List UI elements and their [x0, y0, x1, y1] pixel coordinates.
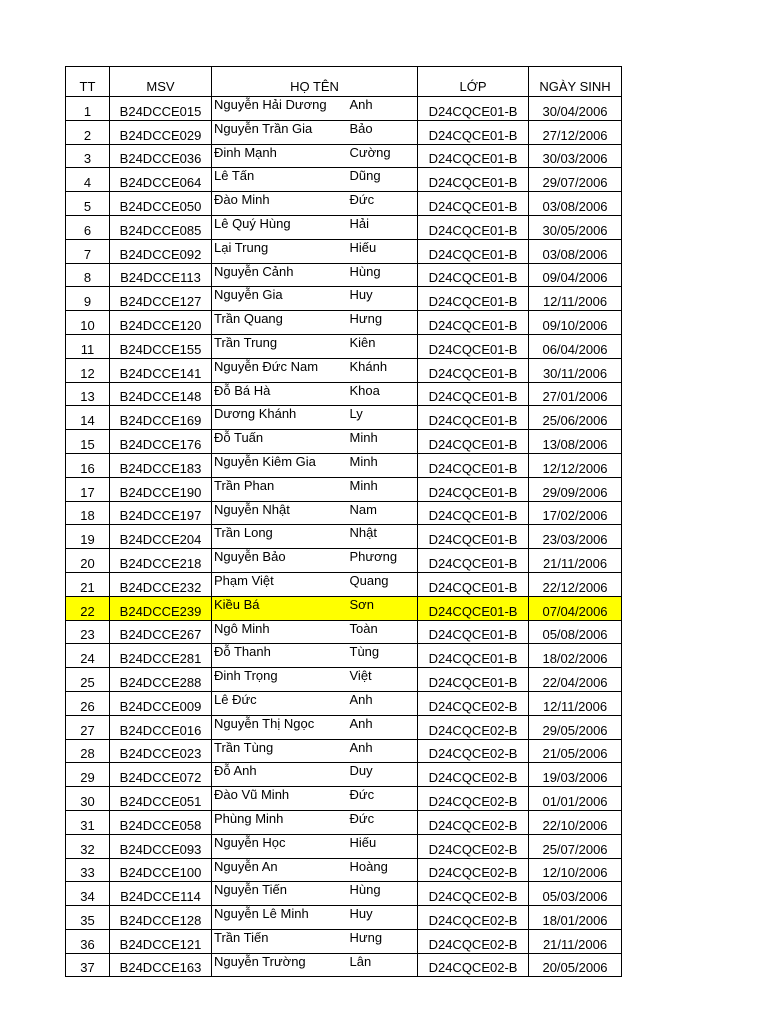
cell-lop: D24CQCE02-B: [418, 739, 529, 763]
cell-ten: Hoàng: [348, 858, 418, 882]
cell-tt: 28: [66, 739, 110, 763]
cell-lop: D24CQCE01-B: [418, 287, 529, 311]
cell-lop: D24CQCE02-B: [418, 715, 529, 739]
table-row: [66, 858, 622, 882]
cell-ngaysinh: 18/01/2006: [529, 906, 622, 930]
cell-msv: B24DCCE121: [110, 929, 212, 953]
header-tt: TT: [66, 67, 110, 97]
table-row-highlighted: [66, 596, 622, 620]
table-row: [66, 430, 622, 454]
cell-lop: D24CQCE01-B: [418, 239, 529, 263]
header-lop: LỚP: [418, 67, 529, 97]
cell-msv: B24DCCE232: [110, 572, 212, 596]
cell-ngaysinh: 07/04/2006: [529, 596, 622, 620]
cell-tt: 4: [66, 168, 110, 192]
cell-msv: B24DCCE050: [110, 192, 212, 216]
cell-msv: B24DCCE176: [110, 430, 212, 454]
cell-msv: B24DCCE197: [110, 501, 212, 525]
cell-ten: Đức: [348, 810, 418, 834]
cell-ten: Toàn: [348, 620, 418, 644]
cell-lop: D24CQCE02-B: [418, 882, 529, 906]
cell-msv: B24DCCE064: [110, 168, 212, 192]
cell-lop: D24CQCE01-B: [418, 263, 529, 287]
table-row: [66, 287, 622, 311]
cell-tt: 18: [66, 501, 110, 525]
cell-lop: D24CQCE02-B: [418, 834, 529, 858]
cell-lop: D24CQCE01-B: [418, 668, 529, 692]
table-row: [66, 763, 622, 787]
cell-ho-dem: Ngô Minh: [212, 620, 348, 644]
cell-lop: D24CQCE01-B: [418, 120, 529, 144]
cell-ten: Anh: [348, 715, 418, 739]
table-row: [66, 477, 622, 501]
cell-ten: Nam: [348, 501, 418, 525]
cell-tt: 16: [66, 453, 110, 477]
cell-msv: B24DCCE155: [110, 334, 212, 358]
cell-msv: B24DCCE092: [110, 239, 212, 263]
cell-msv: B24DCCE183: [110, 453, 212, 477]
cell-ten: Dũng: [348, 168, 418, 192]
cell-ten: Hải: [348, 215, 418, 239]
cell-ngaysinh: 17/02/2006: [529, 501, 622, 525]
table-row: [66, 739, 622, 763]
cell-ho-dem: Nguyễn Học: [212, 834, 348, 858]
cell-ten: Hiếu: [348, 834, 418, 858]
cell-tt: 24: [66, 644, 110, 668]
table-row: [66, 263, 622, 287]
cell-ten: Anh: [348, 739, 418, 763]
cell-ngaysinh: 12/12/2006: [529, 453, 622, 477]
cell-ngaysinh: 12/11/2006: [529, 287, 622, 311]
cell-msv: B24DCCE036: [110, 144, 212, 168]
cell-ho-dem: Lê Tấn: [212, 168, 348, 192]
cell-ngaysinh: 20/05/2006: [529, 953, 622, 977]
cell-lop: D24CQCE02-B: [418, 810, 529, 834]
cell-ngaysinh: 01/01/2006: [529, 787, 622, 811]
cell-ho-dem: Nguyễn Trường: [212, 953, 348, 977]
cell-lop: D24CQCE01-B: [418, 334, 529, 358]
table-row: [66, 406, 622, 430]
cell-ho-dem: Nguyễn Thị Ngọc: [212, 715, 348, 739]
cell-ngaysinh: 03/08/2006: [529, 192, 622, 216]
cell-lop: D24CQCE01-B: [418, 572, 529, 596]
cell-tt: 5: [66, 192, 110, 216]
cell-tt: 17: [66, 477, 110, 501]
table-row: [66, 97, 622, 121]
cell-ngaysinh: 22/12/2006: [529, 572, 622, 596]
cell-ten: Minh: [348, 477, 418, 501]
cell-ho-dem: Nguyễn Lê Minh: [212, 906, 348, 930]
cell-ngaysinh: 25/07/2006: [529, 834, 622, 858]
cell-msv: B24DCCE141: [110, 358, 212, 382]
cell-tt: 9: [66, 287, 110, 311]
cell-ten: Việt: [348, 668, 418, 692]
header-ngaysinh: NGÀY SINH: [529, 67, 622, 97]
cell-lop: D24CQCE01-B: [418, 525, 529, 549]
cell-lop: D24CQCE01-B: [418, 596, 529, 620]
table-row: [66, 810, 622, 834]
cell-ho-dem: Nguyễn Tiến: [212, 882, 348, 906]
table-row: [66, 120, 622, 144]
cell-ho-dem: Đinh Mạnh: [212, 144, 348, 168]
cell-lop: D24CQCE01-B: [418, 358, 529, 382]
cell-ngaysinh: 30/03/2006: [529, 144, 622, 168]
cell-lop: D24CQCE01-B: [418, 549, 529, 573]
cell-ho-dem: Lê Quý Hùng: [212, 215, 348, 239]
cell-tt: 29: [66, 763, 110, 787]
cell-msv: B24DCCE204: [110, 525, 212, 549]
cell-msv: B24DCCE169: [110, 406, 212, 430]
cell-msv: B24DCCE281: [110, 644, 212, 668]
cell-lop: D24CQCE01-B: [418, 382, 529, 406]
cell-lop: D24CQCE01-B: [418, 144, 529, 168]
cell-ngaysinh: 13/08/2006: [529, 430, 622, 454]
cell-tt: 15: [66, 430, 110, 454]
cell-ngaysinh: 22/10/2006: [529, 810, 622, 834]
cell-lop: D24CQCE01-B: [418, 453, 529, 477]
cell-tt: 14: [66, 406, 110, 430]
cell-tt: 10: [66, 311, 110, 335]
cell-tt: 22: [66, 596, 110, 620]
cell-ho-dem: Nguyễn An: [212, 858, 348, 882]
cell-lop: D24CQCE01-B: [418, 311, 529, 335]
cell-ten: Đức: [348, 787, 418, 811]
cell-msv: B24DCCE148: [110, 382, 212, 406]
cell-ten: Tùng: [348, 644, 418, 668]
cell-tt: 21: [66, 572, 110, 596]
cell-tt: 32: [66, 834, 110, 858]
cell-ho-dem: Đào Vũ Minh: [212, 787, 348, 811]
table-row: [66, 453, 622, 477]
cell-ho-dem: Trần Quang: [212, 311, 348, 335]
cell-ngaysinh: 30/04/2006: [529, 97, 622, 121]
cell-ho-dem: Trần Tiến: [212, 929, 348, 953]
table-row: [66, 929, 622, 953]
cell-ten: Huy: [348, 287, 418, 311]
table-row: [66, 192, 622, 216]
table-row: [66, 525, 622, 549]
cell-ngaysinh: 21/11/2006: [529, 549, 622, 573]
cell-lop: D24CQCE01-B: [418, 406, 529, 430]
table-row: [66, 311, 622, 335]
cell-msv: B24DCCE100: [110, 858, 212, 882]
table-row: [66, 334, 622, 358]
table-row: [66, 715, 622, 739]
table-row: [66, 382, 622, 406]
cell-ngaysinh: 18/02/2006: [529, 644, 622, 668]
cell-ten: Minh: [348, 453, 418, 477]
cell-tt: 35: [66, 906, 110, 930]
table-row: [66, 834, 622, 858]
cell-lop: D24CQCE02-B: [418, 906, 529, 930]
cell-msv: B24DCCE085: [110, 215, 212, 239]
cell-ten: Hùng: [348, 263, 418, 287]
table-row: [66, 668, 622, 692]
cell-ngaysinh: 22/04/2006: [529, 668, 622, 692]
table-row: [66, 787, 622, 811]
cell-tt: 20: [66, 549, 110, 573]
cell-ho-dem: Đào Minh: [212, 192, 348, 216]
cell-ho-dem: Trần Tùng: [212, 739, 348, 763]
cell-ngaysinh: 03/08/2006: [529, 239, 622, 263]
cell-ho-dem: Kiều Bá: [212, 596, 348, 620]
cell-ten: Bảo: [348, 120, 418, 144]
cell-ten: Hiếu: [348, 239, 418, 263]
cell-ngaysinh: 27/12/2006: [529, 120, 622, 144]
cell-ngaysinh: 19/03/2006: [529, 763, 622, 787]
table-row: [66, 644, 622, 668]
cell-ho-dem: Nguyễn Trần Gia: [212, 120, 348, 144]
cell-msv: B24DCCE113: [110, 263, 212, 287]
cell-lop: D24CQCE02-B: [418, 763, 529, 787]
cell-msv: B24DCCE239: [110, 596, 212, 620]
cell-ngaysinh: 09/04/2006: [529, 263, 622, 287]
cell-lop: D24CQCE01-B: [418, 644, 529, 668]
table-row: [66, 572, 622, 596]
cell-ten: Phương: [348, 549, 418, 573]
cell-tt: 37: [66, 953, 110, 977]
cell-msv: B24DCCE058: [110, 810, 212, 834]
cell-msv: B24DCCE114: [110, 882, 212, 906]
cell-ngaysinh: 29/05/2006: [529, 715, 622, 739]
cell-ten: Khoa: [348, 382, 418, 406]
table-row: [66, 501, 622, 525]
cell-tt: 11: [66, 334, 110, 358]
cell-lop: D24CQCE01-B: [418, 192, 529, 216]
cell-lop: D24CQCE01-B: [418, 620, 529, 644]
cell-ten: Nhật: [348, 525, 418, 549]
cell-ngaysinh: 21/05/2006: [529, 739, 622, 763]
cell-tt: 25: [66, 668, 110, 692]
cell-ten: Quang: [348, 572, 418, 596]
cell-tt: 13: [66, 382, 110, 406]
cell-lop: D24CQCE01-B: [418, 215, 529, 239]
cell-ho-dem: Đỗ Anh: [212, 763, 348, 787]
header-hoten: HỌ TÊN: [212, 67, 418, 97]
cell-msv: B24DCCE009: [110, 691, 212, 715]
cell-ngaysinh: 05/03/2006: [529, 882, 622, 906]
cell-tt: 31: [66, 810, 110, 834]
cell-ten: Kiên: [348, 334, 418, 358]
student-list-sheet: [65, 66, 622, 977]
table-row: [66, 358, 622, 382]
cell-tt: 8: [66, 263, 110, 287]
table-row: [66, 144, 622, 168]
cell-ngaysinh: 12/10/2006: [529, 858, 622, 882]
cell-tt: 6: [66, 215, 110, 239]
cell-msv: B24DCCE120: [110, 311, 212, 335]
cell-tt: 23: [66, 620, 110, 644]
cell-tt: 33: [66, 858, 110, 882]
cell-ngaysinh: 25/06/2006: [529, 406, 622, 430]
cell-ten: Lân: [348, 953, 418, 977]
cell-ten: Đức: [348, 192, 418, 216]
cell-tt: 7: [66, 239, 110, 263]
cell-ho-dem: Trần Trung: [212, 334, 348, 358]
cell-lop: D24CQCE01-B: [418, 477, 529, 501]
cell-msv: B24DCCE016: [110, 715, 212, 739]
cell-tt: 2: [66, 120, 110, 144]
cell-tt: 12: [66, 358, 110, 382]
cell-ho-dem: Đỗ Thanh: [212, 644, 348, 668]
cell-lop: D24CQCE02-B: [418, 953, 529, 977]
cell-ten: Hưng: [348, 929, 418, 953]
cell-lop: D24CQCE02-B: [418, 929, 529, 953]
cell-lop: D24CQCE01-B: [418, 97, 529, 121]
cell-msv: B24DCCE029: [110, 120, 212, 144]
cell-ho-dem: Nguyễn Đức Nam: [212, 358, 348, 382]
cell-tt: 1: [66, 97, 110, 121]
cell-ho-dem: Đỗ Tuấn: [212, 430, 348, 454]
cell-ngaysinh: 30/11/2006: [529, 358, 622, 382]
cell-ho-dem: Nguyễn Hải Dương: [212, 97, 348, 121]
cell-ho-dem: Đỗ Bá Hà: [212, 382, 348, 406]
cell-ho-dem: Nguyễn Kiêm Gia: [212, 453, 348, 477]
cell-lop: D24CQCE02-B: [418, 787, 529, 811]
cell-tt: 34: [66, 882, 110, 906]
cell-msv: B24DCCE218: [110, 549, 212, 573]
cell-ho-dem: Trần Phan: [212, 477, 348, 501]
cell-ngaysinh: 29/09/2006: [529, 477, 622, 501]
header-msv: MSV: [110, 67, 212, 97]
cell-msv: B24DCCE288: [110, 668, 212, 692]
cell-ho-dem: Nguyễn Gia: [212, 287, 348, 311]
cell-msv: B24DCCE072: [110, 763, 212, 787]
table-row: [66, 620, 622, 644]
table-row: [66, 168, 622, 192]
cell-msv: B24DCCE093: [110, 834, 212, 858]
cell-ten: Huy: [348, 906, 418, 930]
cell-msv: B24DCCE127: [110, 287, 212, 311]
cell-ngaysinh: 05/08/2006: [529, 620, 622, 644]
cell-ngaysinh: 23/03/2006: [529, 525, 622, 549]
cell-ten: Duy: [348, 763, 418, 787]
cell-msv: B24DCCE128: [110, 906, 212, 930]
student-table: [65, 66, 622, 977]
cell-ten: Anh: [348, 97, 418, 121]
table-row: [66, 906, 622, 930]
cell-ten: Minh: [348, 430, 418, 454]
cell-ho-dem: Nguyễn Nhật: [212, 501, 348, 525]
cell-ten: Hưng: [348, 311, 418, 335]
cell-ten: Anh: [348, 691, 418, 715]
cell-ten: Khánh: [348, 358, 418, 382]
cell-tt: 27: [66, 715, 110, 739]
cell-msv: B24DCCE051: [110, 787, 212, 811]
cell-tt: 36: [66, 929, 110, 953]
cell-msv: B24DCCE023: [110, 739, 212, 763]
cell-ten: Ly: [348, 406, 418, 430]
cell-ho-dem: Phạm Việt: [212, 572, 348, 596]
cell-ngaysinh: 27/01/2006: [529, 382, 622, 406]
cell-tt: 19: [66, 525, 110, 549]
cell-ngaysinh: 06/04/2006: [529, 334, 622, 358]
cell-tt: 3: [66, 144, 110, 168]
cell-lop: D24CQCE01-B: [418, 430, 529, 454]
table-row: [66, 953, 622, 977]
cell-lop: D24CQCE02-B: [418, 691, 529, 715]
cell-lop: D24CQCE02-B: [418, 858, 529, 882]
table-row: [66, 239, 622, 263]
table-row: [66, 691, 622, 715]
table-row: [66, 549, 622, 573]
cell-ho-dem: Dương Khánh: [212, 406, 348, 430]
cell-lop: D24CQCE01-B: [418, 501, 529, 525]
cell-msv: B24DCCE190: [110, 477, 212, 501]
table-row: [66, 215, 622, 239]
cell-ten: Hùng: [348, 882, 418, 906]
cell-ngaysinh: 30/05/2006: [529, 215, 622, 239]
cell-ho-dem: Phùng Minh: [212, 810, 348, 834]
cell-ho-dem: Nguyễn Cảnh: [212, 263, 348, 287]
cell-tt: 30: [66, 787, 110, 811]
cell-msv: B24DCCE267: [110, 620, 212, 644]
cell-ten: Cường: [348, 144, 418, 168]
cell-ho-dem: Đinh Trọng: [212, 668, 348, 692]
header-row: [66, 67, 622, 97]
cell-ngaysinh: 12/11/2006: [529, 691, 622, 715]
cell-lop: D24CQCE01-B: [418, 168, 529, 192]
cell-ngaysinh: 21/11/2006: [529, 929, 622, 953]
cell-ngaysinh: 29/07/2006: [529, 168, 622, 192]
cell-ho-dem: Trần Long: [212, 525, 348, 549]
cell-msv: B24DCCE015: [110, 97, 212, 121]
cell-ho-dem: Lại Trung: [212, 239, 348, 263]
cell-ten: Sơn: [348, 596, 418, 620]
cell-ho-dem: Nguyễn Bảo: [212, 549, 348, 573]
cell-ho-dem: Lê Đức: [212, 691, 348, 715]
cell-msv: B24DCCE163: [110, 953, 212, 977]
table-row: [66, 882, 622, 906]
cell-ngaysinh: 09/10/2006: [529, 311, 622, 335]
cell-tt: 26: [66, 691, 110, 715]
